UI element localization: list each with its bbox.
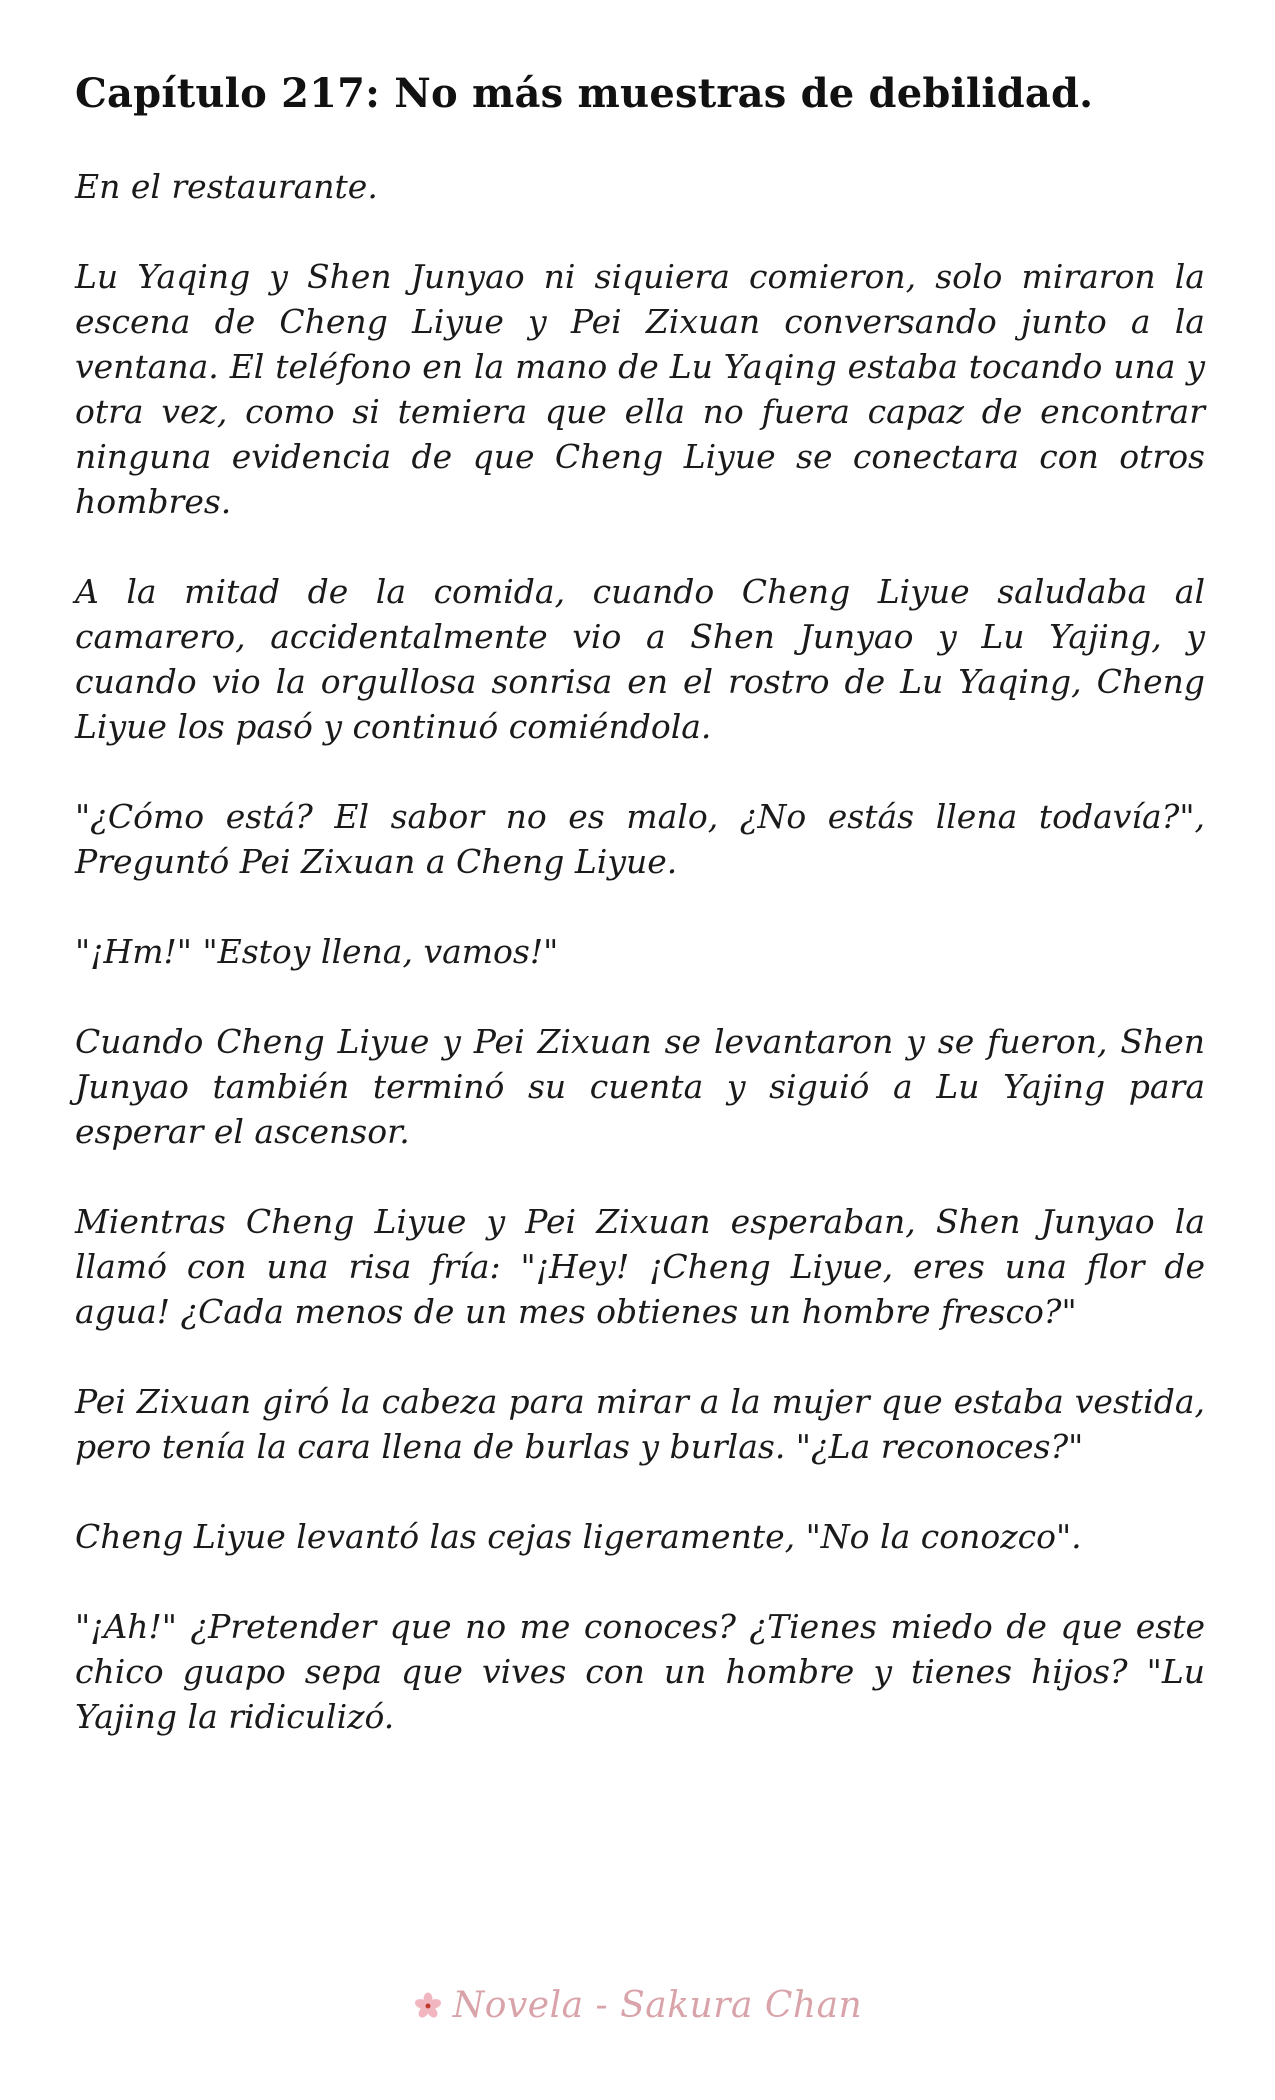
paragraph: Cuando Cheng Liyue y Pei Zixuan se levantaron y se fueron, Shen Junyao también terminó su cuenta y siguió a Lu Yajing para esperar el ascensor. bbox=[75, 1022, 1205, 1151]
chapter-content bbox=[75, 70, 1205, 1784]
paragraph: A la mitad de la comida, cuando Cheng Liyue saludaba al camarero, accidentalmente vio a Shen Junyao y Lu Yajing, y cuando vio la orgullosa sonrisa en el rostro de Lu Yaqing, Cheng Liyue los pasó y continuó comiéndola. bbox=[75, 572, 1205, 746]
paragraph: En el restaurante. bbox=[75, 167, 378, 206]
chapter-title: Capítulo 217: No más muestras de debilidad. bbox=[75, 70, 1094, 117]
paragraph: Pei Zixuan giró la cabeza para mirar a la mujer que estaba vestida, pero tenía la cara llena de burlas y burlas. "¿La reconoces?" bbox=[75, 1382, 1205, 1466]
footer-watermark bbox=[0, 1985, 1275, 2026]
paragraph: Cheng Liyue levantó las cejas ligeramente, "No la conozco". bbox=[75, 1517, 1082, 1556]
watermark-group bbox=[413, 1985, 862, 2026]
paragraph: Lu Yaqing y Shen Junyao ni siquiera comieron, solo miraron la escena de Cheng Liyue y Pei Zixuan conversando junto a la ventana. El teléfono en la mano de Lu Yaqing estaba tocando una y otra vez, como si temiera que ella no fuera capaz de encontrar ninguna evidencia de que Cheng Liyue se conectara con otros hombres. bbox=[75, 257, 1205, 521]
watermark-text: Novela - Sakura Chan bbox=[452, 1985, 863, 2026]
paragraph: "¡Hm!" "Estoy llena, vamos!" bbox=[75, 932, 559, 971]
paragraph: Mientras Cheng Liyue y Pei Zixuan esperaban, Shen Junyao la llamó con una risa fría: "¡Hey! ¡Cheng Liyue, eres una flor de agua! ¿Cada menos de un mes obtienes un hombre fresco?" bbox=[75, 1202, 1205, 1331]
sakura-flower-icon bbox=[413, 1991, 443, 2021]
paragraph: "¿Cómo está? El sabor no es malo, ¿No estás llena todavía?", Preguntó Pei Zixuan a Cheng Liyue. bbox=[75, 797, 1205, 881]
paragraph: "¡Ah!" ¿Pretender que no me conoces? ¿Tienes miedo de que este chico guapo sepa que vives con un hombre y tienes hijos? "Lu Yajing la ridiculizó. bbox=[75, 1607, 1205, 1736]
